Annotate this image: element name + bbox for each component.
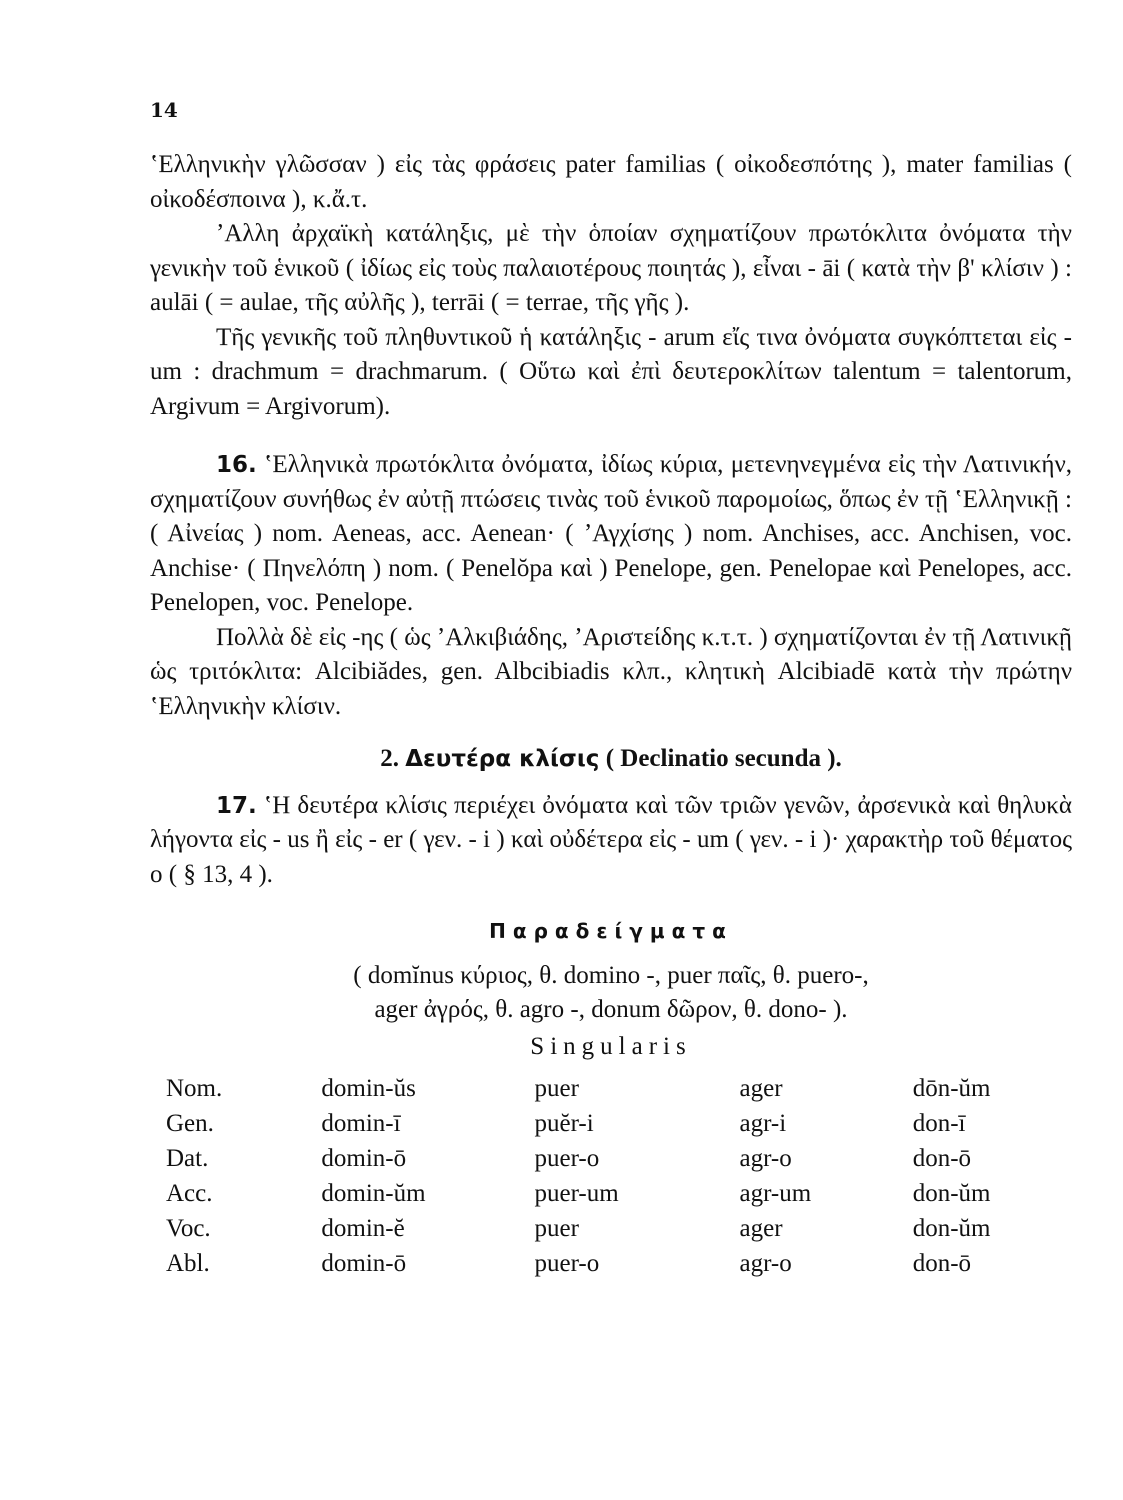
page-number: 14	[150, 98, 178, 122]
paradigmata-line-2: ager ἀγρός, θ. agro -, donum δῶρον, θ. dono- ).	[374, 996, 848, 1023]
table-cell: puer	[534, 1215, 579, 1243]
table-cell: don-ŭm	[912, 1180, 991, 1208]
table-cell: domin-ī	[321, 1110, 401, 1138]
table-cell: domin-ō	[321, 1145, 407, 1173]
heading-latin: ( Declinatio secunda ).	[605, 745, 842, 772]
singularis-label: Singularis	[530, 1032, 692, 1060]
table-cell: agr-i	[739, 1110, 787, 1138]
section-heading	[150, 742, 1072, 777]
case-label: Voc.	[166, 1215, 211, 1243]
paradigmata-line-1: ( domĭnus κύριος, θ. domino -, puer παῖς, θ. puero-,	[353, 961, 869, 989]
declension-table	[166, 1072, 1072, 1282]
section-17-number: 17.	[216, 792, 257, 819]
table-cell: don-ŭm	[912, 1215, 991, 1243]
table-cell: domin-ĕ	[321, 1215, 405, 1243]
paradigmata-title: Παραδείγματα	[489, 919, 733, 943]
table-cell: don-ī	[912, 1110, 966, 1138]
table-cell: puer-um	[534, 1180, 619, 1208]
heading-greek: Δευτέρα κλίσις	[405, 746, 600, 772]
case-label: Gen.	[166, 1110, 214, 1138]
section-16	[150, 448, 1072, 621]
table-row	[166, 1247, 1072, 1282]
paragraph-plural-genitive: Τῆς γενικῆς τοῦ πληθυντικοῦ ἡ κατάληξις - arum εἴς τινα ὀνόματα συγκόπτεται εἰς - um : drachmum = drachmarum. ( Οὕτω καὶ ἐπὶ δευτεροκλίτων talentum = talentorum, Argivum = Argivorum).	[150, 323, 1072, 420]
table-cell: domin-ō	[321, 1250, 407, 1278]
case-label: Dat.	[166, 1145, 209, 1173]
table-row	[166, 1212, 1072, 1247]
section-16-text: ʽΕλληνικὰ πρωτόκλιτα ὀνόματα, ἰδίως κύρια, μετενηνεγμένα εἰς τὴν Λατινικήν, σχηματίζουν συνήθως ἐν αὐτῇ πτώσεις τινὰς τοῦ ἑνικοῦ παρομοίως, ὅπως ἐν τῇ ʽΕλληνικῇ : ( Αἰνείας ) nom. Aeneas, acc. Aenean· ( ʼΑγχίσης ) nom. Anchises, acc. Anchisen, voc. Anchise· ( Πηνελόπη ) nom. ( Penelŏpa καὶ ) Penelope, gen. Penelopae καὶ Penelopes, acc. Penelopen, voc. Penelope.	[150, 451, 1073, 616]
page-body	[150, 148, 1072, 1282]
table-cell: don-ō	[912, 1145, 972, 1173]
table-cell: domin-ŭs	[321, 1075, 416, 1103]
table-cell: dōn-ŭm	[912, 1075, 991, 1103]
section-17	[150, 789, 1072, 893]
case-label: Abl.	[166, 1250, 210, 1278]
paragraph-intro: ʽΕλληνικὴν γλῶσσαν ) εἰς τὰς φράσεις pater familias ( οἰκοδεσπότης ), mater familias ( οἰκοδέσποινα ), κ.ἄ.τ.	[150, 151, 1072, 213]
table-row	[166, 1072, 1072, 1107]
table-cell: puer	[534, 1075, 579, 1103]
table-row	[166, 1107, 1072, 1142]
table-cell: ager	[739, 1075, 783, 1103]
paragraph-polla: Πολλὰ δὲ εἰς -ης ( ὡς ʼΑλκιβιάδης, ʼΑριστείδης κ.τ.τ. ) σχηματίζονται ἐν τῇ Λατινικῇ ὡς τριτόκλιτα: Alcibiădes, gen. Albcibiadis κλπ., κλητικὴ Alcibiadē κατὰ τὴν πρώτην ʽΕλληνικὴν κλίσιν.	[150, 623, 1072, 720]
section-17-text: ʽΗ δευτέρα κλίσις περιέχει ὀνόματα καὶ τῶν τριῶν γενῶν, ἀρσενικὰ καὶ θηλυκὰ λήγοντα εἰς - us ἢ εἰς - er ( γεν. - i ) καὶ οὐδέτερα εἰς - um ( γεν. - i )· χαρακτὴρ τοῦ θέματος o ( § 13, 4 ).	[150, 791, 1073, 888]
table-cell: agr-um	[739, 1180, 812, 1208]
table-cell: don-ō	[912, 1250, 972, 1278]
case-label: Acc.	[166, 1180, 213, 1208]
table-cell: agr-o	[739, 1250, 792, 1278]
table-row	[166, 1177, 1072, 1212]
table-cell: ager	[739, 1215, 783, 1243]
paragraph-alli: ʼΑλλη ἀρχαϊκὴ κατάληξις, μὲ τὴν ὁποίαν σχηματίζουν πρωτόκλιτα ὀνόματα τὴν γενικὴν τοῦ ἑνικοῦ ( ἰδίως εἰς τοὺς παλαιοτέρους ποιητάς ), εἶναι - āi ( κατὰ τὴν β' κλίσιν ) : aulāi ( = aulae, τῆς αὐλῆς ), terrāi ( = terrae, τῆς γῆς ).	[150, 220, 1072, 316]
table-cell: puer-o	[534, 1145, 600, 1173]
table-row	[166, 1142, 1072, 1177]
section-16-number: 16.	[216, 452, 257, 478]
table-cell: agr-o	[739, 1145, 792, 1173]
table-cell: puĕr-i	[534, 1110, 594, 1138]
case-label: Nom.	[166, 1075, 223, 1103]
table-cell: puer-o	[534, 1250, 600, 1278]
table-cell: domin-ŭm	[321, 1180, 426, 1208]
heading-number: 2.	[380, 745, 399, 772]
